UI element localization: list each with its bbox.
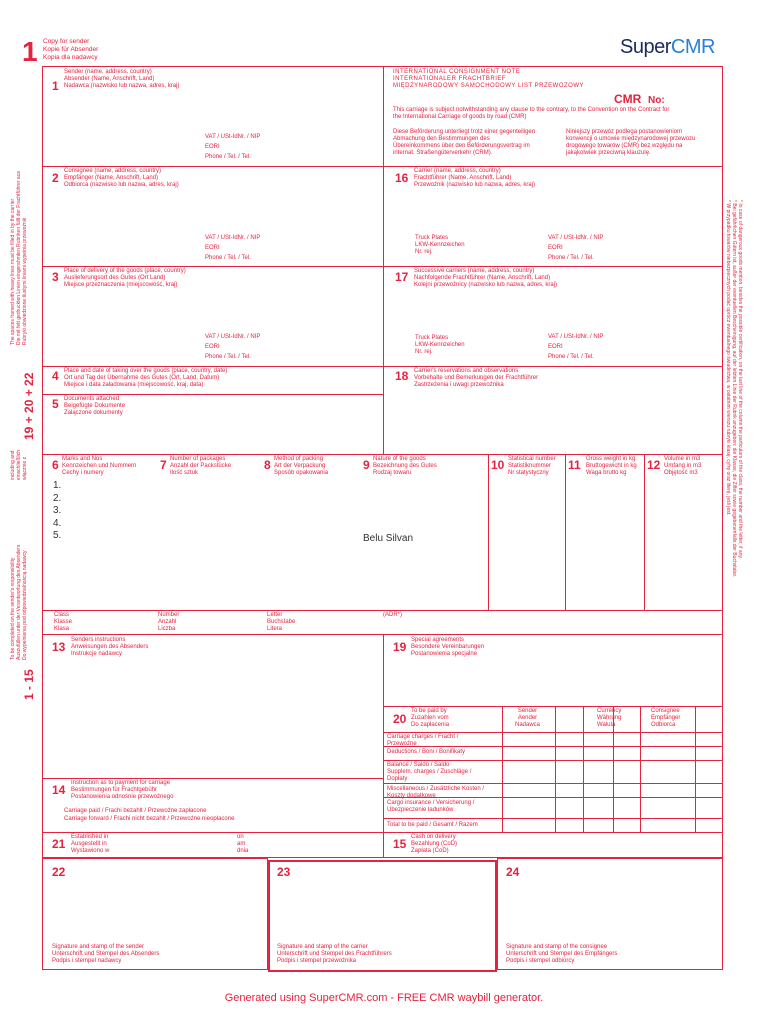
packing-label: Method of packing Art der Verpackung Sposób opakowania: [274, 456, 329, 476]
consignee-col: Consignee Empfänger Odbiorca: [651, 708, 681, 728]
divider: [383, 706, 723, 707]
nature-label: Nature of the goods Bezeichnung des Gutes Rodzaj towaru: [373, 456, 437, 476]
misc-row: Miscellaneous / Zusätzliche Kosten / Koszty dodatkowe: [387, 786, 485, 799]
divider: [502, 706, 503, 832]
copy-label: Copy for sender Kopie für Absender Kopia dla nadawcy: [43, 38, 99, 61]
carrier-label: Carrier (name, address, country) Frachtführer (Name, Anschrift, Land) Przewoźnik (nazwisko lub nazwa, adres, kraj): [414, 168, 536, 188]
divider: [640, 706, 641, 832]
box-number: 14: [52, 783, 66, 797]
divider: [42, 266, 723, 267]
footer-text: Generated using SuperCMR.com - FREE CMR waybill generator.: [224, 992, 544, 1004]
successive-truck: Truck Plates LKW-Kennzeichen Nr. rej.: [415, 335, 465, 355]
box-number: 8: [264, 458, 271, 472]
divider: [644, 454, 645, 610]
divider: [583, 706, 584, 832]
box-number: 7: [160, 458, 167, 472]
side-range-b: 19 + 20 + 22: [22, 372, 36, 440]
box-number: 17: [395, 270, 409, 284]
deductions-row: Deductions / Boni / Bonifikaty: [387, 749, 466, 755]
supercmr-logo: SuperCMR: [620, 36, 715, 58]
special-agreements-label: Special agreements Besondere Vereinbarungen Postanowienia specjalne: [411, 637, 485, 657]
charges-row: Carriage charges / Fracht / Przewoźne: [387, 734, 459, 747]
sender-signature-label: Signature and stamp of the sender Unterschrift und Stempel des Absenders Podpis i stempel nadawcy: [52, 944, 160, 964]
adr-letter: Letter Buchstabe Litera: [267, 612, 296, 632]
divider: [383, 634, 384, 832]
successive-vat: VAT / USt-IdNr. / NIP EORI Phone / Tel. / Tel.: [548, 334, 604, 360]
payment-label: Instruction as to payment for carriage Bestimmungen für Frachtgebühr Postanowienia odnośnie przewoźnego: [71, 780, 174, 800]
divider: [383, 783, 723, 784]
divider: [565, 454, 566, 610]
carriage-forward: Carriage forward / Frachi nicht bezahlt / Przewoźne nieopłacone: [64, 816, 235, 822]
divider: [383, 818, 723, 819]
adr-marker: (ADR*): [383, 612, 402, 618]
box-number: 2: [52, 171, 59, 185]
box-number: 12: [647, 458, 661, 472]
paid-by-label: To be paid by Zuzahlen vom Do zapłacenia: [411, 708, 450, 728]
box-number: 5: [52, 397, 59, 411]
volume-label: Volume in m3 Umfang in m3 Objętość m3: [664, 456, 702, 476]
adr-class: Class Klasse Klasa: [54, 612, 73, 632]
goods-rows: 1. 2. 3. 4. 5.: [53, 480, 62, 542]
title-lines: INTERNATIONAL CONSIGNMENT NOTE INTERNATIONALER FRACHTBRIEF MIĘDZYNARODOWY SAMOCHODOWY LIST PRZEWOZOWY: [393, 69, 585, 89]
subject-text: This carriage is subject notwithstanding any clause to the contrary, to the Convention on the Contract for the International Carriage of goods by road (CMR): [393, 107, 670, 120]
side-range-a: 1 - 15: [22, 669, 36, 700]
divider: [42, 166, 723, 167]
box-number: 11: [568, 458, 581, 472]
box-number: 20: [393, 712, 407, 726]
marks-label: Marks and Nos Kennzeichen und Nummern Cechy i numery: [62, 456, 137, 476]
insurance-row: Cargo insurance / Versicherung / Ubezpieczenie ładunków: [387, 800, 475, 813]
adr-number: Number Anzahl Liczba: [158, 612, 180, 632]
goods-text: Belu Silvan: [363, 533, 414, 544]
de-text: Diese Beförderung unterliegt trotz einer gegenteiligen Abmachung den Bestimmungen des Übereinkommens über den Beförderungsvertrag im internat. Straßengüterverkehr (CRM).: [393, 129, 536, 156]
divider: [42, 366, 723, 367]
delivery-label: Place of delivery of the goods (place, country) Auslieferungsort des Gutes (Ort Land) Miejsce przeznaczenia (miejscowość, kraj): [64, 268, 186, 288]
cmr-no: CMR No:: [614, 92, 665, 106]
sender-col: Sender Aender Nadawca: [515, 708, 541, 728]
box-number: 4: [52, 369, 59, 383]
side-right: * In case of dangerous goods mention, besides the possible certification, on the last line of the column the particulars of the class, the number and the letter, if any. * Bei gefährlichen Gütern ist, außer der eventuellen Bescheinigung, auf der letzten Linie der Rubrik anzugeben: die Klasse, die Ziffer sowie gegebenenfalls der Buchstabe. * W przypadku towarów niebezpiecznych podać oprócz ewentualnego świadectwa, w ostatnim wierszu rubryki klasę, cyfrę oraz literę, jeśli jest.: [725, 200, 743, 578]
box-number: 9: [363, 458, 370, 472]
side-left-a: To be completed on the sender's responsibility Auszufüllen unter der Verantwortung des Absenders Do wypełnienia pod odpowiedzialnością nadawcy: [10, 544, 28, 660]
carrier-truck: Truck Plates LKW-Kennzeichen Nr. rej.: [415, 235, 465, 255]
divider: [383, 732, 723, 733]
box-number: 22: [52, 865, 66, 879]
balance-row: Balance / Saldo / Saldo Supplem. charges / Zuschläge / Dopłaty: [387, 762, 472, 782]
divider: [383, 832, 384, 858]
total-row: Total to be paid / Gesamt / Razem: [387, 822, 478, 828]
divider: [695, 706, 696, 832]
cod-label: Cash on delivery Bezahlung (CoD) Zapłata (CoD): [411, 834, 458, 854]
divider: [42, 778, 383, 779]
consignee-label: Consignee (name, address, country) Empfänger (Name, Anschrift, Land) Odbiorca (nazwisko lub nazwa, adres, kraj): [64, 168, 179, 188]
side-left-c: The spaces framed with heavy lines must be filled in by the carrier Die mit fett gedruckten Linien eingerahmten Rubriken füllt der Frachtführer aus Rubryki obwiedzione tłustymi liniami wypełnia przewoźnik: [10, 171, 28, 345]
taking-over-label: Place and date of taking over the goods (place, country, date) Ort und Tag der Übernahme des Gutes (Ort, Land, Datum) Miejsce i data załadowania (miejscowość, kraj, data): [64, 368, 228, 388]
copy-number: 1: [22, 36, 38, 67]
divider: [383, 760, 723, 761]
box-number: 3: [52, 270, 59, 284]
delivery-vat: VAT / USt-IdNr. / NIP EORI Phone / Tel. / Tel.: [205, 334, 261, 360]
box-number: 23: [277, 865, 291, 879]
box-number: 24: [506, 865, 520, 879]
carrier-vat: VAT / USt-IdNr. / NIP EORI Phone / Tel. / Tel.: [548, 235, 604, 261]
box-number: 21: [52, 837, 66, 851]
divider: [383, 66, 384, 454]
box-number: 18: [395, 369, 409, 383]
divider: [42, 610, 723, 611]
successive-carriers-label: Successive carriers (name, address, country) Nachfolgende Frachtführer (Name, Anschrift, Land) Kolejni przewoźnicy (nazwisko lub nazwa, adres, kraj): [414, 268, 558, 288]
carriage-paid: Carriage paid / Frachi bezahlt / Przewoźne zapłacone: [64, 808, 207, 814]
box-number: 10: [491, 458, 505, 472]
packages-label: Number of packages Anzahl der Packstücke Ilość sztuk: [170, 456, 232, 476]
divider: [555, 706, 556, 832]
carrier-signature-label: Signature and stamp of the carrier Unterschrift und Stempel des Frachtführers Podpis i stempel przewoźnika: [277, 944, 392, 964]
pl-text: Niniejszy przewóz podlega postanowieniom konwencji o umowie międzynarodowej przewozu drogowego towarów (CMR) bez względu na jakąkolwiek przeciwną klauzulę.: [566, 129, 696, 156]
gross-weight-label: Gross weight in kg Bruttogewicht in kg Waga brutto kg: [586, 456, 637, 476]
divider: [488, 454, 489, 610]
box-number: 19: [393, 640, 407, 654]
box-number: 6: [52, 458, 59, 472]
established-label: Established in Ausgestellt in Wystawiono w: [71, 834, 110, 854]
side-left-b: including and einschließlich włącznie z: [10, 449, 28, 480]
on-label: on am dnia: [237, 834, 249, 854]
consignee-signature-label: Signature and stamp of the consignee Unterschrift und Stempel des Empfängers Podpis i stempel odbiorcy: [506, 944, 618, 964]
statistical-label: Statistical number Statistiknummer Nr statystyczny: [508, 456, 556, 476]
box-number: 13: [52, 640, 66, 654]
consignee-vat: VAT / USt-IdNr. / NIP EORI Phone / Tel. / Tel.: [205, 235, 261, 261]
divider: [42, 454, 723, 455]
box-number: 16: [395, 171, 409, 185]
currency-col: Currency Währung Waluta: [597, 708, 622, 728]
box-number: 1: [52, 79, 59, 93]
box-number: 15: [393, 837, 407, 851]
sender-vat: VAT / USt-IdNr. / NIP EORI Phone / Tel. / Tel.: [205, 134, 261, 160]
divider: [42, 394, 383, 395]
instructions-label: Senders instructions Anweisungen des Absenders Instrukcje nadawcy: [71, 637, 149, 657]
sender-label: Sender (name, address, country) Absender (Name, Anschrift, Land) Nadawca (nazwisko lub nazwa, adres, kraj): [64, 69, 180, 89]
reservations-label: Carrier's reservations and observations Vorbehalte und Bemerkungen der Frachtführer Zastrzeżenia i uwagi przewoźnika: [414, 368, 539, 388]
documents-label: Documents attached Beigefügte Dokumente Załączone dokumenty: [64, 396, 126, 416]
